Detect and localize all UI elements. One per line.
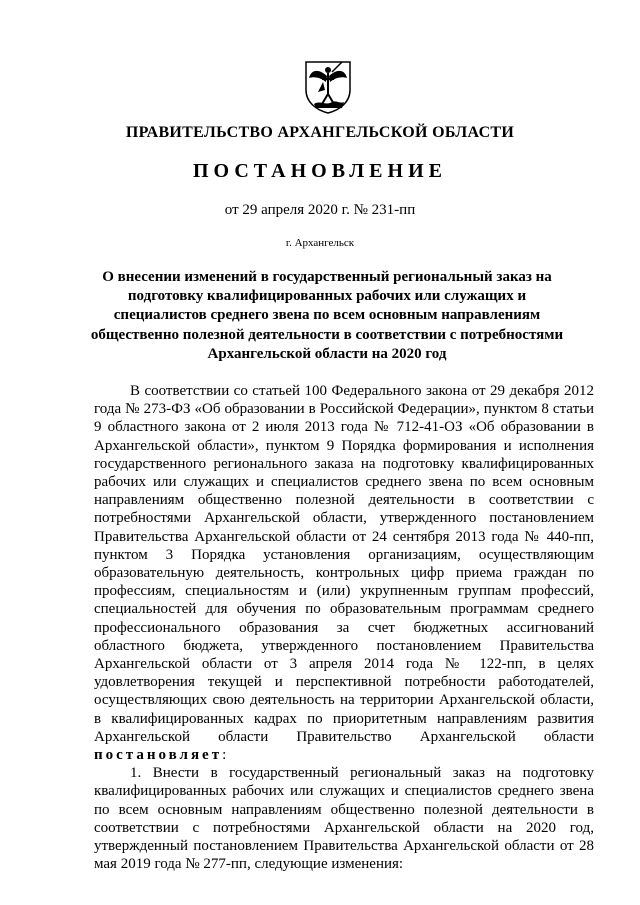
paragraph-item-1: 1. Внести в государственный региональный заказ на подготовку квалифицированных рабочих или служащих и специалистов среднего звена по всем основным направлениям общественно полезной деятельности в соответствии с потребностями Архангельской области на 2020 год, утвержденный постановлением Правительства Архангельской области от 28 мая 2019 года № 277-пп, следующие изменения:: [94, 765, 594, 873]
paragraph-preamble: [94, 382, 594, 764]
authority-name: ПРАВИТЕЛЬСТВО АРХАНГЕЛЬСКОЙ ОБЛАСТИ: [125, 124, 515, 141]
document-type: ПОСТАНОВЛЕНИЕ: [193, 160, 447, 182]
document-title: О внесении изменений в государственный региональный заказ на подготовку квалифицированных рабочих или служащих и специалистов среднего звена по всем основным направлениям общественно полезной деятельности в соответствии с потребностями Архангельской области на 2020 год: [90, 269, 564, 362]
document-body: [94, 382, 594, 873]
decree-word: постановляет: [94, 747, 223, 764]
preamble-text: В соответствии со статьей 100 Федерального закона от 29 декабря 2012 года № 273-ФЗ «Об образовании в Российской Федерации», пунктом 8 статьи 9 областного закона от 2 июля 2013 года № 712-41-ОЗ «Об образовании в Архангельской области», пунктом 9 Порядка формирования и исполнения государственного регионального заказа на подготовку квалифицированных рабочих или служащих и специалистов среднего звена по всем основным направлениям общественно полезной деятельности в соответствии с потребностями Архангельской области, утвержденного постановлением Правительства Архангельской области от 24 сентября 2013 года № 440-пп, пунктом 3 Порядка установления организациям, осуществляющим образовательную деятельность, контрольных цифр приема граждан по профессиям, специальностям и (или) укрупненным группам профессий, специальностей для обучения по образовательным программам среднего профессионального образования за счет бюджетных ассигнований областного бюджета, утвержденного постановлением Правительства Архангельской области от 3 апреля 2014 года № 122-пп, в целях удовлетворения текущей и перспективной потребности работодателей, осуществляющих свою деятельность на территории Архангельской области, в квалифицированных кадрах по приоритетным направлениям развития Архангельской области Правительство Архангельской области: [94, 383, 594, 745]
document-place: г. Архангельск: [285, 237, 355, 249]
preamble-end: :: [222, 747, 227, 764]
coat-of-arms-icon: [302, 58, 354, 114]
document-date-number: от 29 апреля 2020 г. № 231-пп: [224, 202, 416, 218]
